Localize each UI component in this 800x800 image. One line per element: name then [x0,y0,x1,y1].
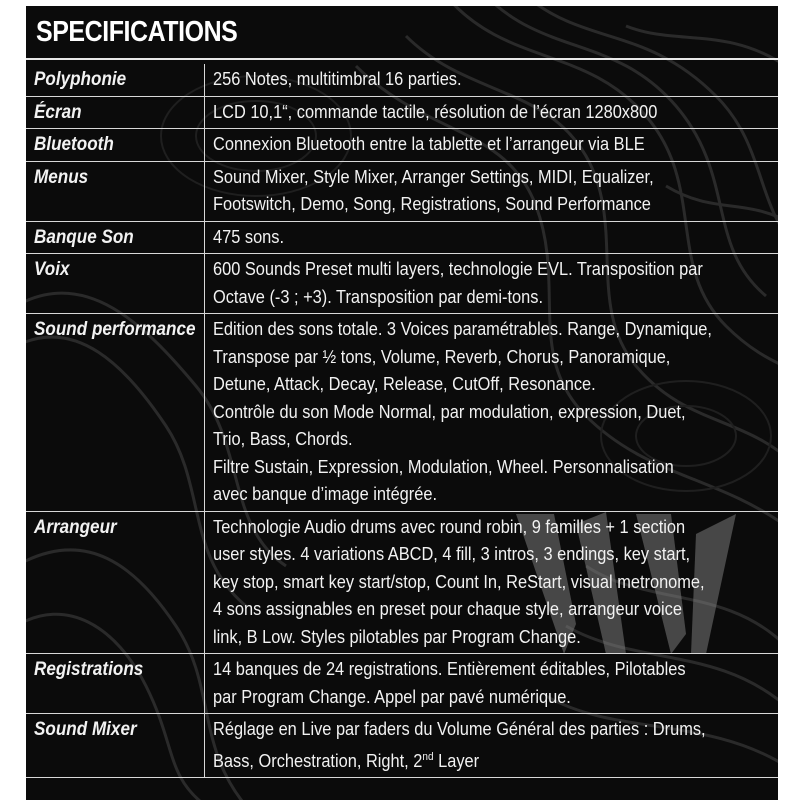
spec-value [213,316,763,509]
spec-value-line: par Program Change. Appel par pavé numérique. [212,686,571,707]
spec-label: Banque Son [34,226,134,248]
specifications-table [26,64,778,778]
spec-row [26,221,778,254]
spec-value [213,164,763,219]
spec-value-line: Sound Mixer, Style Mixer, Arranger Settings, MIDI, Equalizer, [212,166,654,187]
spec-label-cell [26,221,204,254]
spec-label-cell [26,714,204,778]
spec-value [213,99,763,127]
spec-row [26,511,778,654]
spec-value-cell [204,654,778,714]
spec-label-cell [26,314,204,512]
spec-value-cell [204,511,778,654]
spec-value-line: avec banque d’image intégrée. [212,484,437,504]
spec-label-cell [26,161,204,221]
ordinal-suffix: nd [421,750,434,763]
spec-label-cell [26,511,204,654]
page-title: SPECIFICATIONS [36,16,238,48]
spec-value-cell [204,714,778,778]
spec-value [213,656,763,711]
spec-label-cell [26,64,204,96]
spec-label: Voix [34,259,70,280]
specifications-header [26,6,778,60]
spec-value-cell [204,221,778,254]
spec-value-line: Octave (-3 ; +3). Transposition par demi-tons. [212,286,543,307]
spec-value-cell [204,314,778,512]
spec-value-line: 600 Sounds Preset multi layers, technologie EVL. Transposition par [212,259,703,279]
spec-label: Registrations [34,659,144,680]
spec-value [213,131,763,159]
spec-value-line: 256 Notes, multitimbral 16 parties. [212,69,462,89]
spec-value-line: LCD 10,1“, commande tactile, résolution de l’écran 1280x800 [212,101,657,122]
spec-value-cell [204,254,778,314]
spec-value-line: Edition des sons totale. 3 Voices paramétrables. Range, Dynamique, [212,319,712,339]
spec-value [213,224,763,252]
spec-value-text: Bass, Orchestration, Right, 2 [212,750,422,771]
spec-value-line: Technologie Audio drums avec round robin, 9 familles + 1 section [212,516,685,537]
spec-value [213,716,763,775]
spec-row [26,254,778,314]
spec-value [213,514,763,652]
spec-label: Écran [34,101,82,123]
spec-row [26,654,778,714]
spec-value-cell [204,161,778,221]
spec-value-line: key stop, smart key start/stop, Count In, ReStart, visual metronome, [212,571,705,592]
spec-label: Sound Mixer [34,719,137,740]
spec-value-line: Réglage en Live par faders du Volume Général des parties : Drums, [212,719,706,739]
spec-value-line: link, B Low. Styles pilotables par Program Change. [212,626,581,647]
spec-label-cell [26,254,204,314]
spec-value-line: Transpose par ½ tons, Volume, Reverb, Chorus, Panoramique, [212,346,670,367]
spec-value-line: Contrôle du son Mode Normal, par modulation, expression, Duet, [212,401,686,422]
spec-label: Sound performance [34,319,196,340]
spec-label: Arrangeur [34,516,117,538]
spec-row [26,314,778,512]
spec-value [213,256,763,311]
spec-value-cell [204,129,778,162]
spec-value-line: Footswitch, Demo, Song, Registrations, Sound Performance [212,194,651,214]
spec-row [26,64,778,96]
spec-value-cell [204,64,778,96]
spec-value-line: 4 sons assignables en preset pour chaque style, arrangeur voice [212,599,682,619]
spec-row [26,161,778,221]
spec-label: Polyphonie [34,69,127,90]
spec-value-line: Detune, Attack, Decay, Release, CutOff, Resonance. [212,374,596,394]
spec-value-line: 14 banques de 24 registrations. Entièrement éditables, Pilotables [212,659,686,679]
spec-value-cell [204,96,778,129]
spec-value-line: user styles. 4 variations ABCD, 4 fill, 3 intros, 3 endings, key start, [212,544,690,564]
spec-value-line [213,744,763,776]
spec-value-line: Connexion Bluetooth entre la tablette et l’arrangeur via BLE [212,134,645,154]
spec-value-line: 475 sons. [212,226,284,247]
spec-label-cell [26,654,204,714]
spec-value-line: Filtre Sustain, Expression, Modulation, Wheel. Personnalisation [212,456,674,477]
spec-label: Menus [34,166,89,188]
spec-row [26,129,778,162]
spec-label: Bluetooth [34,134,114,155]
spec-value-line: Trio, Bass, Chords. [212,429,353,449]
spec-label-cell [26,129,204,162]
spec-value-text: Layer [433,750,479,771]
spec-row [26,714,778,778]
spec-value [213,66,763,94]
spec-row [26,96,778,129]
spec-sheet-panel [26,6,778,800]
spec-label-cell [26,96,204,129]
